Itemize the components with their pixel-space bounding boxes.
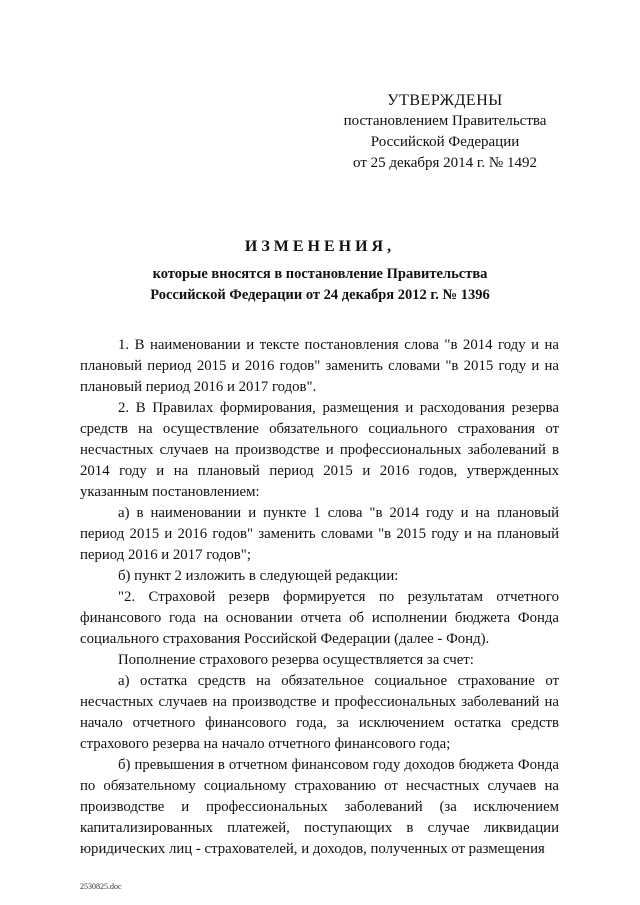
approval-line-2: Российской Федерации [370, 134, 520, 150]
paragraph-8: б) превышения в отчетном финансовом году доходов бюджета Фонда по обязательному социальному страхованию от несчастных случаев на производстве и профессиональных заболеваний (за исключением капитализированных платежей, поступающих в случае ликвидации юридических лиц - страхователей, и доходов, полученных от размещения [80, 757, 559, 857]
paragraph-5: "2. Страховой резерв формируется по результатам отчетного финансового года на основании отчета об исполнении бюджета Фонда социального страхования Российской Федерации (далее - Фонд). [80, 589, 559, 647]
file-name-footer: 2530825.doc [80, 882, 122, 891]
document-title: ИЗМЕНЕНИЯ, [244, 238, 396, 255]
paragraph-6: Пополнение страхового резерва осуществляется за счет: [118, 652, 474, 668]
approval-stamp [330, 90, 560, 174]
paragraph-3: а) в наименовании и пункте 1 слова "в 2014 году и на плановый период 2015 и 2016 годов" заменить словами "в 2015 году и на плановый период 2016 и 2017 годов"; [80, 505, 559, 563]
paragraph-2: 2. В Правилах формирования, размещения и расходования резерва средств на осуществление обязательного социального страхования от несчастных случаев на производстве и профессиональных заболеваний в 2014 году и на плановый период 2015 и 2016 годов, утвержденных указанным постановлением: [80, 400, 559, 500]
approval-heading: УТВЕРЖДЕНЫ [387, 92, 503, 109]
paragraph-7: а) остатка средств на обязательное социальное страхование от несчастных случаев на производстве и профессиональных заболеваний на начало отчетного финансового года, за исключением остатка средств страхового резерва на начало отчетного финансового года; [80, 673, 559, 752]
approval-line-3: от 25 декабря 2014 г. № 1492 [353, 155, 537, 171]
paragraph-1: 1. В наименовании и тексте постановления слова "в 2014 году и на плановый период 2015 и 2016 годов" заменить словами "в 2015 году и на плановый период 2016 и 2017 годов". [80, 337, 559, 395]
subtitle-line-2: Российской Федерации от 24 декабря 2012 г. № 1396 [150, 287, 490, 303]
subtitle-line-1: которые вносятся в постановление Правительства [152, 266, 488, 282]
document-body [80, 335, 559, 860]
approval-line-1: постановлением Правительства [343, 113, 547, 129]
document-subtitle [80, 264, 560, 306]
paragraph-4: б) пункт 2 изложить в следующей редакции: [118, 568, 399, 584]
